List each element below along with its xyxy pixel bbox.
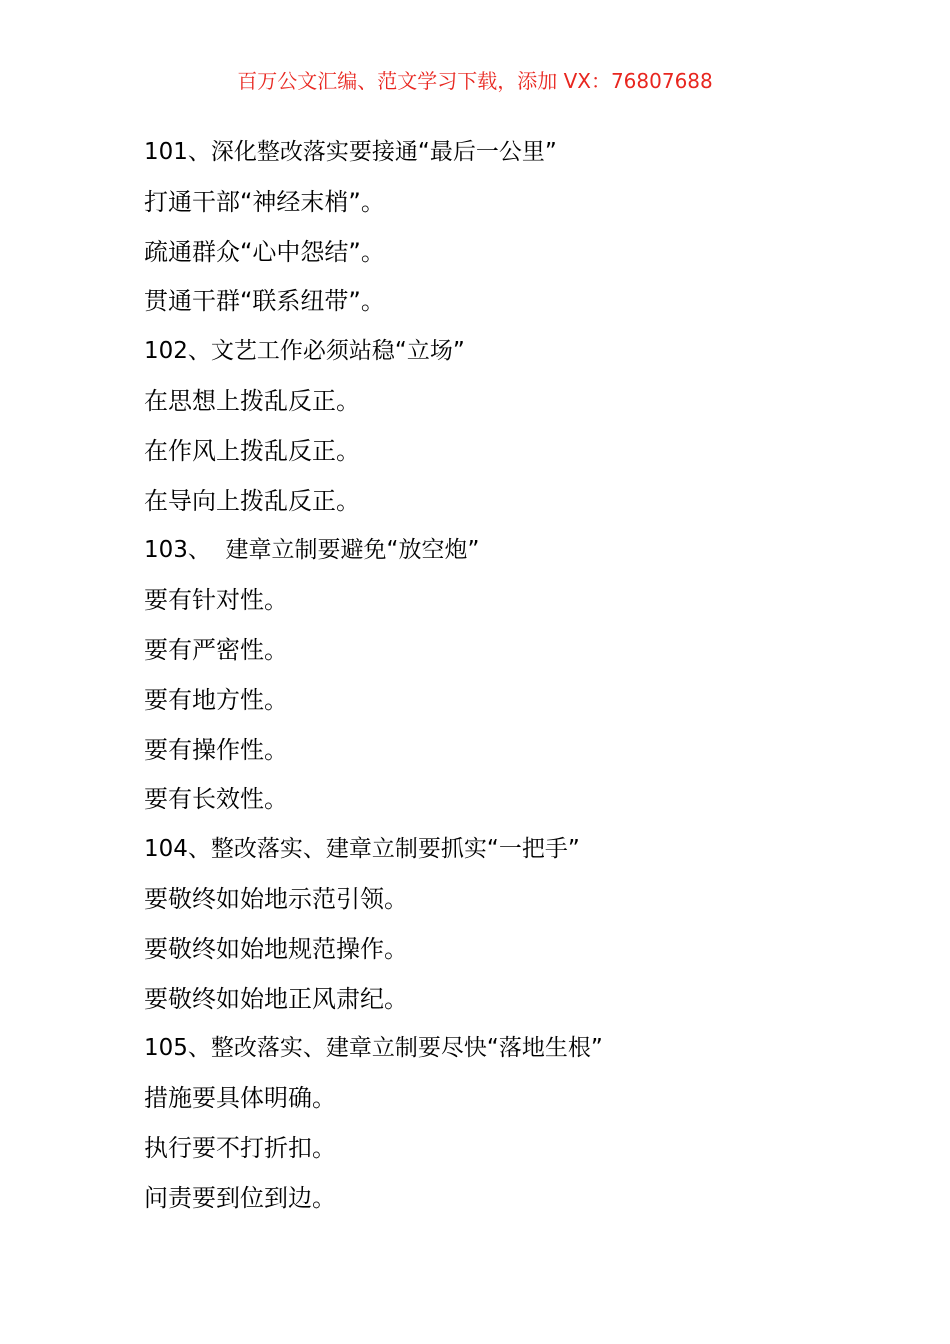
section-heading-103: 103、 建章立制要避免“放空炮”: [144, 537, 480, 564]
section-heading-105: 105、整改落实、建章立制要尽快“落地生根”: [144, 1035, 603, 1062]
body-line: 打通干部“神经末梢”。: [144, 187, 385, 216]
body-line: 要有严密性。: [144, 635, 288, 664]
body-line: 在导向上拨乱反正。: [144, 486, 360, 515]
body-line: 要有操作性。: [144, 735, 288, 764]
section-heading-102: 102、文艺工作必须站稳“立场”: [144, 338, 465, 365]
body-line: 要敬终如始地正风肃纪。: [144, 984, 408, 1013]
watermark-header: 百万公文汇编、范文学习下载，添加 VX：76807688: [237, 69, 713, 93]
body-line: 要有针对性。: [144, 586, 288, 615]
body-line: 要敬终如始地规范操作。: [144, 934, 408, 963]
body-line: 在作风上拨乱反正。: [144, 436, 360, 465]
body-line: 问责要到位到边。: [144, 1183, 336, 1212]
section-heading-104: 104、整改落实、建章立制要抓实“一把手”: [144, 836, 580, 863]
section-heading-101: 101、深化整改落实要接通“最后一公里”: [144, 139, 557, 165]
body-line: 执行要不打折扣。: [144, 1133, 336, 1162]
body-line: 贯通干群“联系纽带”。: [144, 287, 385, 316]
document-body: [144, 131, 904, 1227]
body-line: 要有长效性。: [144, 785, 288, 814]
body-line: 要敬终如始地示范引领。: [144, 884, 408, 913]
body-line: 在思想上拨乱反正。: [144, 386, 360, 415]
body-line: 措施要具体明确。: [144, 1084, 336, 1113]
body-line: 要有地方性。: [144, 685, 288, 714]
body-line: 疏通群众“心中怨结”。: [144, 237, 385, 266]
